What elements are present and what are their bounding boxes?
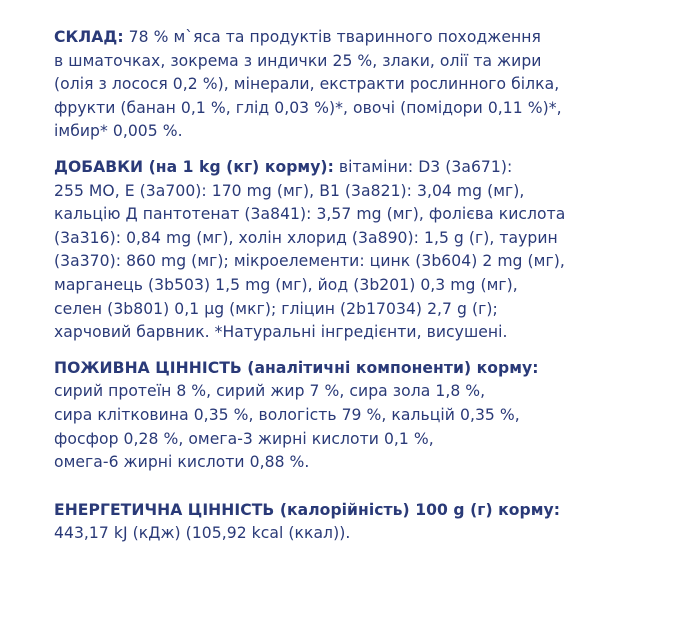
energy-line-1: 443,17 kJ (кДж) (105,92 kcal (ккал)). [54,524,351,543]
composition-line-4: фрукти (банан 0,1 %, глід 0,03 %)*, овочі (помідори 0,11 %)*, [54,98,562,117]
composition-line-2: в шматочках, зокрема з индички 25 %, злаки, олії та жири [54,51,542,70]
nutrition-heading: ПОЖИВНА ЦІННІСТЬ (аналітичні компоненти) корму: [54,358,539,377]
nutrition-line-3: фосфор 0,28 %, омега-3 жирні кислоти 0,1 %, [54,429,434,448]
composition-heading: СКЛАД: [54,28,124,46]
additives-section [54,156,674,345]
composition-text: 78 % м`яса та продуктів тваринного походження [123,28,541,46]
energy-section [54,499,674,546]
energy-heading: ЕНЕРГЕТИЧНА ЦІННІСТЬ (калорійність) 100 g (г) корму: [54,500,561,519]
additives-line-8: харчовий барвник. *Натуральні інгредієнти, висушені. [54,323,508,342]
additives-heading: ДОБАВКИ (на 1 kg (кг) корму): [54,157,334,176]
composition-line-1 [54,26,674,50]
additives-line-4: (3a316): 0,84 mg (мг), холін хлорид (3a890): 1,5 g (г), таурин [54,228,558,247]
additives-line-2: 255 MO, E (3a700): 170 mg (мг), B1 (3a821): 3,04 mg (мг), [54,181,525,200]
additives-line-5: (3a370): 860 mg (мг); мікроелементи: цинк (3b604) 2 mg (мг), [54,252,565,271]
composition-line-5: імбир* 0,005 %. [54,122,183,141]
nutrition-section [54,357,674,475]
nutrition-line-2: сира клітковина 0,35 %, вологість 79 %, кальцій 0,35 %, [54,405,520,424]
composition-section [54,26,674,144]
composition-line-3: (олія з лосося 0,2 %), мінерали, екстракти рослинного білка, [54,75,560,94]
additives-line-3: кальцію Д пантотенат (3a841): 3,57 mg (мг), фолієва кислота [54,205,566,224]
nutrition-line-4: омега-6 жирні кислоти 0,88 %. [54,453,310,472]
label-text-block [54,26,674,546]
nutrition-line-1: сирий протеїн 8 %, сирий жир 7 %, сира зола 1,8 %, [54,382,486,401]
additives-line-6: марганець (3b503) 1,5 mg (мг), йод (3b201) 0,3 mg (мг), [54,275,518,294]
additives-line-1 [54,156,674,180]
additives-line-7: селен (3b801) 0,1 µg (мкг); гліцин (2b17034) 2,7 g (г); [54,299,498,318]
additives-text: вітаміни: D3 (3a671): [333,157,513,176]
